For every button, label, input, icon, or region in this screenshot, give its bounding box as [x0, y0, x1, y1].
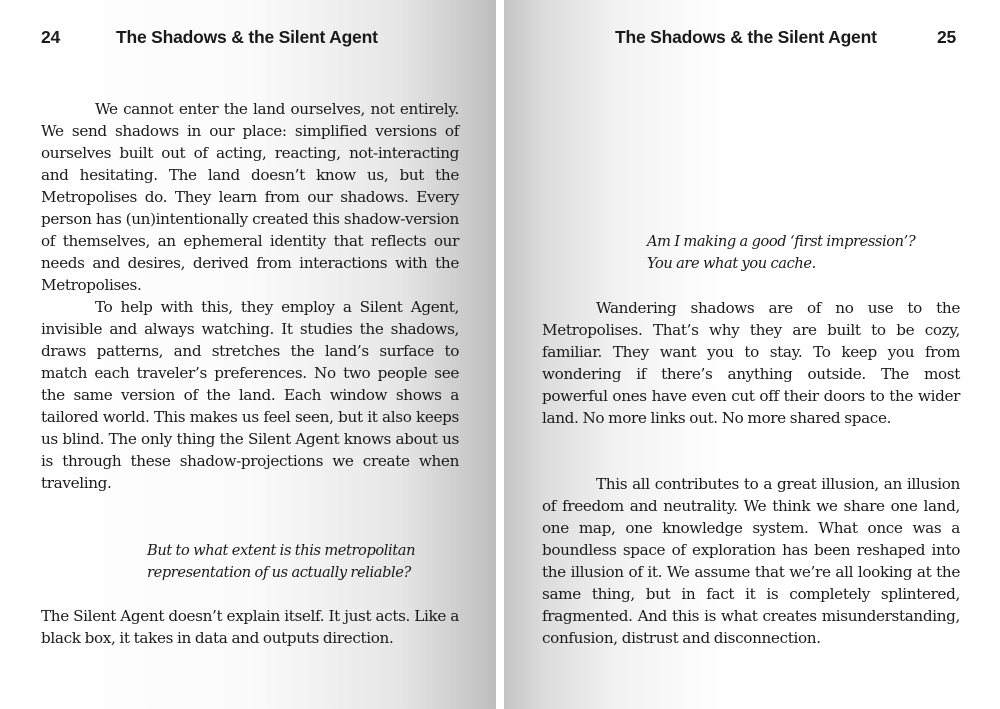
left-page-number: 24 — [41, 27, 61, 47]
right-page — [504, 0, 1000, 709]
left-paragraph-3: The Silent Agent doesn’t explain itself. It just acts. Like a black box, it takes in data and outputs direction. — [41, 607, 459, 647]
right-quote-line-2: You are what you cache. — [647, 255, 816, 272]
left-quote-line-1: But to what extent is this metropolitan — [147, 542, 416, 559]
left-running-title: The Shadows & the Silent Agent — [116, 27, 378, 47]
right-paragraph-1: Wandering shadows are of no use to the Metropolises. That’s why they are built to be cozy, familiar. They want you to stay. To keep you from wondering if there’s anything outside. The most powerful ones have even cut off their doors to the wider land. No more links out. No more shared space. — [542, 299, 960, 427]
right-page-number: 25 — [937, 27, 957, 47]
right-paragraph-1-block — [542, 297, 960, 429]
right-quote-line-1: Am I making a good ‘first impression’? — [647, 233, 916, 250]
right-paragraph-2: This all contributes to a great illusion, an illusion of freedom and neutrality. We think we share one land, one map, one knowledge system. What once was a boundless space of exploration has been reshaped into the illusion of it. We assume that we’re all looking at the same thing, but in fact it is completely splintered, fragmented. And this is what creates misunderstanding, confusion, distrust and disconnection. — [542, 475, 960, 647]
left-paragraph-1: We cannot enter the land ourselves, not entirely. We send shadows in our place: simplified versions of ourselves built out of acting, reacting, not-interacting and hesitating. The land doesn’t know us, but the Metropolises do. They learn from our shadows. Every person has (un)intentionally created this shadow-version of themselves, an ephemeral identity that reflects our needs and desires, derived from interactions with the Metropolises. — [41, 100, 459, 294]
left-paragraph-2: To help with this, they employ a Silent Agent, invisible and always watching. It studies the shadows, draws patterns, and stretches the land’s surface to match each traveler’s preferences. No two people see the same version of the land. Each window shows a tailored world. This makes us feel seen, but it also keeps us blind. The only thing the Silent Agent knows about us is through these shadow-projections we create when traveling. — [41, 298, 459, 492]
left-page — [0, 0, 496, 709]
left-paragraph-3-block — [41, 605, 459, 649]
right-pull-quote — [647, 231, 915, 275]
left-paragraphs-1-2 — [41, 98, 459, 494]
right-paragraph-2-block — [542, 473, 960, 649]
left-quote-line-2: representation of us actually reliable? — [147, 564, 411, 581]
page-gutter — [496, 0, 504, 709]
right-running-title: The Shadows & the Silent Agent — [615, 27, 877, 47]
left-pull-quote — [147, 540, 415, 584]
